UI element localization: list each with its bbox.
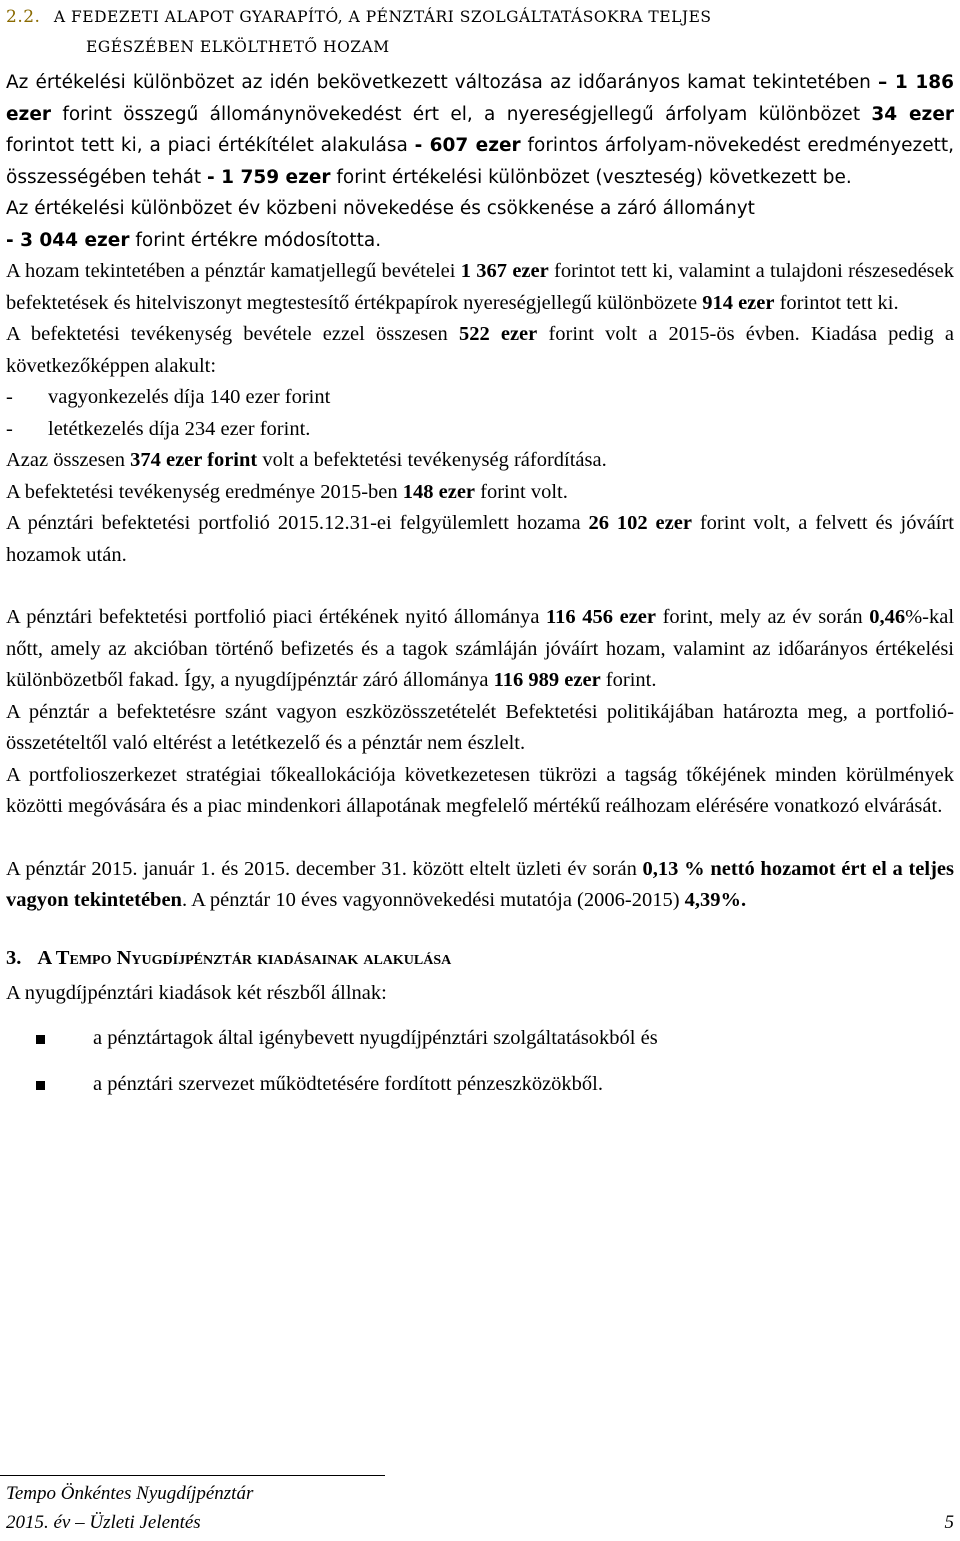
paragraph-total-expense: Azaz összesen 374 ezer forint volt a befektetési tevékenység ráfordítása.: [6, 449, 607, 471]
list-item: a pénztári szervezet működtetésére fordított pénzeszközökből.: [6, 1061, 954, 1107]
paragraph-expense-intro: A nyugdíjpénztári kiadások két részből állnak:: [6, 982, 387, 1004]
section-title-line2: EGÉSZÉBEN ELKÖLTHETŐ HOZAM: [86, 38, 390, 56]
square-bullet-icon: [36, 1081, 45, 1090]
paragraph-portfolio-value: A pénztári befektetési portfolió piaci értékének nyitó állománya 116 456 ezer forint, mely az év során 0,46%-kal nőtt, amely az akcióban történő befizetés és a tagok számláján jóváírt hozam, valamint az időarányos értékelési különbözetből fakad. Így, a nyugdíjpénztár záró állománya 116 989 ezer forint.: [6, 606, 955, 691]
paragraph-yield: A hozam tekintetében a pénztár kamatjellegű bevételei 1 367 ezer forintot tett ki, valamint a tulajdoni részesedések befektetések és hitelviszonyt megtestesítő értékpapírok nyereségjellegű különbözete 914 ezer forintot tett ki.: [6, 260, 954, 314]
section-number: 2.2.: [6, 7, 41, 27]
footer-organization: Tempo Önkéntes Nyugdíjpénztár: [6, 1483, 254, 1504]
paragraph-investment-income: A befektetési tevékenység bevétele ezzel összesen 522 ezer forint volt a 2015-ös évben. Kiadása pedig a következőképpen alakult:: [6, 323, 954, 377]
paragraph-net-return: A pénztár 2015. január 1. és 2015. december 31. között eltelt üzleti év során 0,13 % nettó hozamot ért el a teljes vagyon tekintetében. A pénztár 10 éves vagyonnövekedési mutatója (2006-2015) 4,39%.: [6, 857, 954, 911]
section-heading-2-2: [6, 2, 952, 62]
section-heading-3: [6, 943, 954, 975]
paragraph-investment-result: A befektetési tevékenység eredménye 2015-ben 148 ezer forint volt.: [6, 480, 568, 503]
page-number: 5: [944, 1512, 954, 1533]
footer-divider: [0, 1475, 385, 1476]
section-title: A Tempo Nyugdíjpénztár kiadásainak alakulása: [37, 946, 452, 969]
section-number: 3.: [6, 946, 22, 969]
paragraph-asset-composition: A pénztár a befektetésre szánt vagyon eszközösszetételét Befektetési politikájában határozta meg, a portfolió-összetételtől való eltérést a letétkezelő és a pénztár nem észlelt.: [6, 700, 954, 754]
paragraph-valuation-difference: Az értékelési különbözet az idén bekövetkezett változása az időarányos kamat tekintetében – 1 186 ezer forint összegű állománynövekedést ért el, a nyereségjellegű árfolyam különbözet 34 ezer forintot tett ki, a piaci értékítélet alakulása - 607 ezer forintos árfolyam-növekedést eredményezett, összességében tehát - 1 759 ezer forint értékelési különbözet (veszteség) következett be.: [6, 72, 955, 188]
expense-bullet-list: [6, 1015, 954, 1107]
footer-report-title: 2015. év – Üzleti Jelentés: [6, 1512, 201, 1533]
paragraph-valuation-change: Az értékelési különbözet év közbeni növekedése és csökkenése a záró állományt - 3 044 ezer forint értékre módosította.: [6, 198, 755, 251]
square-bullet-icon: [36, 1035, 45, 1044]
paragraph-capital-allocation: A portfolioszerkezet stratégiai tőkeallokációja következetesen tükrözi a tagság tőkéjének minden körülmények közötti megóvására és a piac mindenkori állapotának megfelelő mértékű reálhozam elérésére vonatkozó elvárását.: [6, 763, 954, 817]
section-title-line1: A FEDEZETI ALAPOT GYARAPÍTÓ, A PÉNZTÁRI SZOLGÁLTATÁSOKRA TELJES: [53, 8, 712, 26]
expense-list: [6, 382, 954, 445]
list-item: a pénztártagok által igénybevett nyugdíjpénztári szolgáltatásokból és: [6, 1015, 954, 1061]
paragraph-accumulated-yield: A pénztári befektetési portfolió 2015.12.31-ei felgyülemlett hozama 26 102 ezer forint volt, a felvett és jóváírt hozamok után.: [6, 512, 955, 566]
list-item: - vagyonkezelés díja 140 ezer forint: [6, 386, 331, 408]
content-block-1: [6, 67, 954, 1107]
list-item: - letétkezelés díja 234 ezer forint.: [6, 417, 311, 440]
